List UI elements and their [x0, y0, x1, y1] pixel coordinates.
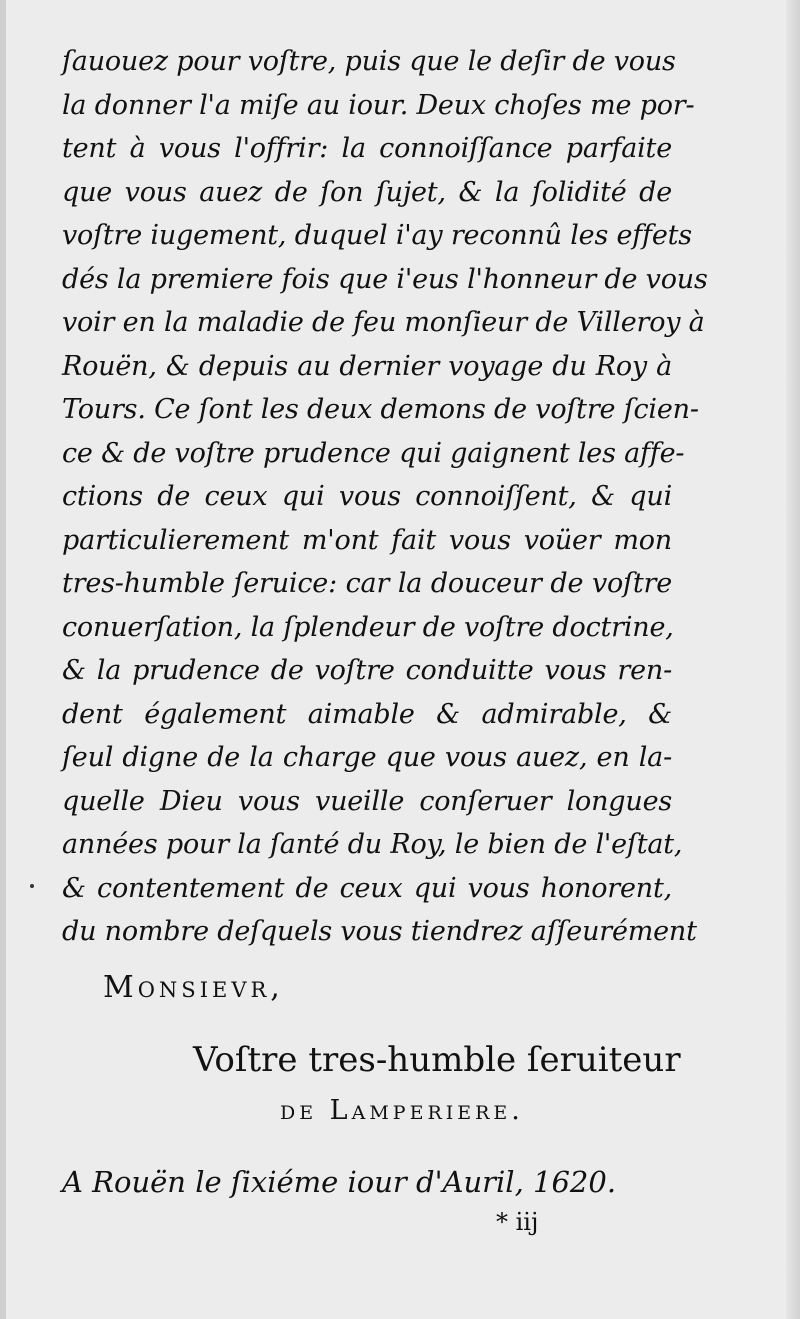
- page-edge-right: [786, 0, 800, 1319]
- signature-mark: * iij: [496, 1208, 539, 1236]
- text-line: & la prudence de voſtre conduitte vous ren-: [62, 655, 672, 686]
- text-line: voſtre iugement, duquel i'ay reconnû les effets: [62, 220, 692, 251]
- text-line: particulierement m'ont fait vous voüer mon: [62, 524, 672, 556]
- text-line: ſeul digne de la charge que vous auez, en la-: [62, 742, 672, 773]
- letter-body: [62, 40, 708, 954]
- ink-speck: [30, 884, 34, 888]
- salutation: Monsievr,: [103, 970, 284, 1005]
- text-line: tres-humble ſeruice: car la douceur de voſtre: [62, 568, 672, 599]
- text-line: que vous auez de ſon ſujet, & la ſolidité de: [62, 176, 672, 208]
- text-line: dés la premiere fois que i'eus l'honneur de vous: [62, 263, 708, 295]
- text-line: conuerſation, la ſplendeur de voſtre doctrine,: [62, 611, 674, 643]
- text-line: Rouën, & depuis au dernier voyage du Roy à: [62, 350, 672, 382]
- closing-line: Voſtre tres-humble ſeruiteur: [193, 1040, 681, 1080]
- text-line: Tours. Ce ſont les deux demons de voſtre ſcien-: [62, 394, 699, 425]
- text-line: du nombre deſquels vous tiendrez aſſeurément: [62, 916, 697, 947]
- text-line: & contentement de ceux qui vous honorent,: [62, 872, 672, 904]
- text-line: dent également aimable & admirable, &: [62, 698, 672, 730]
- text-line: ſauouez pour voſtre, puis que le deſir de vous: [62, 46, 676, 77]
- text-line: quelle Dieu vous vueille conſeruer longues: [62, 785, 672, 817]
- text-line: années pour la ſanté du Roy, le bien de l'eſtat,: [62, 829, 683, 860]
- text-line: voir en la maladie de feu monſieur de Villeroy à: [62, 307, 705, 338]
- text-line: ce & de voſtre prudence qui gaignent les affe-: [62, 437, 685, 469]
- page-edge-left: [0, 0, 6, 1319]
- text-line: ctions de ceux qui vous connoiſſent, & qui: [62, 481, 672, 512]
- dateline: A Rouën le ſixiéme iour d'Auril, 1620.: [62, 1165, 617, 1199]
- signer-name: de Lamperiere.: [280, 1095, 524, 1126]
- text-line: tent à vous l'offrir: la connoiſſance parfaite: [62, 133, 672, 164]
- text-line: la donner l'a miſe au iour. Deux choſes me por-: [62, 89, 695, 121]
